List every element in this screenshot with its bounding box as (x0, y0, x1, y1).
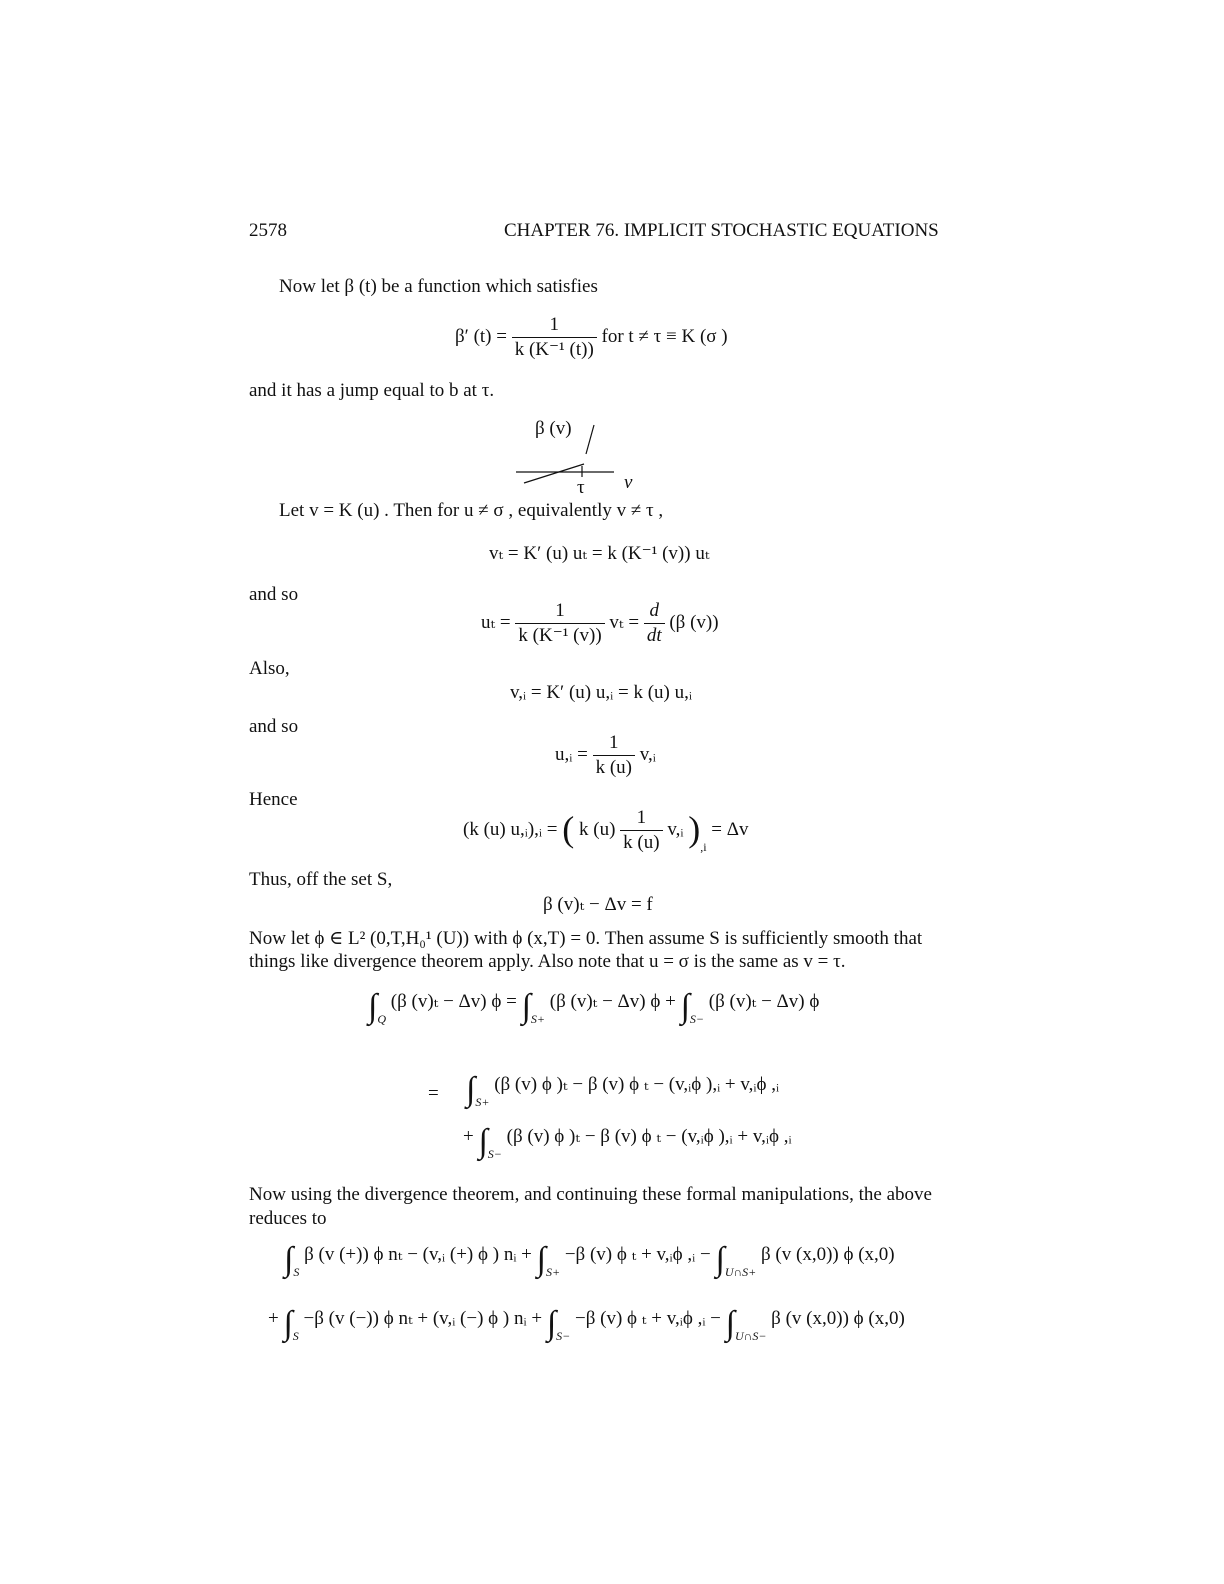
equation-reduced-1 (284, 1243, 895, 1280)
chapter-title: CHAPTER 76. IMPLICIT STOCHASTIC EQUATIONS (504, 220, 939, 241)
equation-laplacian (463, 806, 748, 855)
figure-lower-branch (524, 464, 584, 483)
eq6-subscript: ,i (700, 839, 707, 854)
eq10-term-a: β (v (+)) ϕ nₜ − (v,ᵢ (+) ϕ ) nᵢ + (304, 1244, 532, 1265)
equation-reduced-2 (268, 1307, 905, 1344)
equation-product-rule-1 (466, 1073, 779, 1110)
eq1-lhs: β′ (t) = (455, 325, 507, 347)
eq11-term-c: β (v (x,0)) ϕ (x,0) (771, 1308, 905, 1329)
equation-ut (481, 599, 719, 648)
eq10-subscript-a: S (293, 1265, 300, 1279)
paragraph-divergence-1: Now using the divergence theorem, and continuing these formal manipulations, the above (249, 1184, 932, 1205)
eq3-rhs: (β (v)) (669, 611, 719, 633)
eq11-plus: + (268, 1308, 279, 1329)
eq1-numerator: 1 (512, 313, 597, 338)
eq6-inner-b: v,ᵢ (667, 818, 684, 840)
integral-sign: ∫ (478, 1123, 488, 1160)
paragraph-divergence-2: reduces to (249, 1208, 327, 1229)
eq6-open-paren: ( (562, 808, 575, 849)
equation-integral-split (368, 990, 819, 1027)
equation-u-i (555, 731, 656, 780)
integral-sign: ∫ (536, 1241, 546, 1278)
eq11-term-a: −β (v (−)) ϕ nₜ + (v,ᵢ (−) ϕ ) nᵢ + (303, 1308, 543, 1329)
integral-sign: ∫ (368, 988, 378, 1025)
eq3-middle: vₜ = (609, 611, 640, 633)
page-number: 2578 (249, 220, 287, 241)
eq3-d: d (644, 599, 665, 624)
eq3-lhs: uₜ = (481, 611, 511, 633)
eq11-subscript-c: U∩S− (734, 1329, 767, 1343)
eq6-rhs: = Δv (711, 818, 749, 840)
integral-sign: ∫ (283, 1305, 293, 1342)
equation-pde: β (v)ₜ − Δv = f (543, 894, 653, 915)
label-and-so-2: and so (249, 716, 299, 737)
eq5-rhs: v,ᵢ (639, 743, 656, 765)
equation-product-rule-2 (463, 1125, 792, 1162)
eq6-numerator: 1 (620, 806, 662, 831)
beta-figure-label: β (v) (535, 418, 572, 439)
paragraph-intro: Now let β (t) be a function which satisfies (279, 276, 598, 297)
eq6-close-paren: ) (688, 808, 701, 849)
eq11-subscript-a: S (292, 1329, 299, 1343)
eq5-fraction (593, 731, 635, 780)
eq8-subscript-splus: S+ (530, 1012, 545, 1026)
eq3-fraction (515, 599, 604, 648)
eq1-fraction (512, 313, 597, 362)
eq1-denominator: k (K⁻¹ (t)) (514, 339, 594, 360)
figure-v-label: v (624, 472, 633, 493)
eq9-equals: = (428, 1083, 439, 1104)
eq11-subscript-b: S− (556, 1329, 571, 1343)
label-hence: Hence (249, 789, 298, 810)
beta-jump-figure (510, 420, 640, 500)
eq9-subscript-2: S− (487, 1147, 502, 1161)
eq8-subscript-q: Q (377, 1012, 386, 1026)
eq8-subscript-sminus: S− (689, 1012, 704, 1026)
eq9-subscript-1: S+ (475, 1095, 490, 1109)
eq6-lhs: (k (u) u,ᵢ),ᵢ = (463, 818, 558, 840)
eq10-subscript-b: S+ (545, 1265, 561, 1279)
paragraph-test-function-1: Now let ϕ ∈ L² (0,T,H₀¹ (U)) with ϕ (x,T) = 0. Then assume S is sufficiently smooth that (249, 928, 923, 949)
eq5-lhs: u,ᵢ = (555, 743, 588, 765)
integral-sign: ∫ (466, 1071, 476, 1108)
integral-sign: ∫ (546, 1305, 557, 1342)
equation-beta-prime (455, 313, 728, 362)
eq3-dt: dt (646, 625, 662, 646)
eq5-numerator: 1 (593, 731, 635, 756)
eq10-term-c: β (v (x,0)) ϕ (x,0) (761, 1244, 895, 1265)
eq9-line1: (β (v) ϕ )ₜ − β (v) ϕ ₜ − (v,ᵢϕ ),ᵢ + v,ᵢϕ ,ᵢ (494, 1074, 780, 1095)
label-and-so-1: and so (249, 584, 299, 605)
paragraph-test-function-2: things like divergence theorem apply. Also note that u = σ is the same as v = τ. (249, 951, 846, 972)
paragraph-thus: Thus, off the set S, (249, 869, 393, 890)
integral-sign: ∫ (284, 1241, 294, 1278)
label-also: Also, (249, 658, 290, 679)
eq6-inner-a: k (u) (579, 818, 616, 840)
integral-sign: ∫ (680, 988, 690, 1025)
integral-sign: ∫ (715, 1241, 725, 1278)
eq10-subscript-c: U∩S+ (724, 1265, 757, 1279)
eq5-denominator: k (u) (595, 757, 632, 778)
figure-tau-label: τ (577, 477, 585, 498)
eq6-fraction (620, 806, 662, 855)
eq8-lhs: (β (v)ₜ − Δv) ϕ = (390, 991, 517, 1012)
eq9-line2: (β (v) ϕ )ₜ − β (v) ϕ ₜ − (v,ᵢϕ ),ᵢ + v,ᵢϕ ,ᵢ (506, 1126, 792, 1147)
equation-v-i: v,ᵢ = K′ (u) u,ᵢ = k (u) u,ᵢ (510, 682, 692, 703)
eq6-denominator: k (u) (623, 832, 660, 853)
paragraph-jump: and it has a jump equal to b at τ. (249, 380, 495, 401)
eq11-term-b: −β (v) ϕ ₜ + v,ᵢϕ ,ᵢ − (575, 1308, 721, 1329)
eq3-denominator: k (K⁻¹ (v)) (518, 625, 602, 646)
eq3-numerator: 1 (515, 599, 604, 624)
integral-sign: ∫ (521, 988, 531, 1025)
integral-sign: ∫ (725, 1305, 735, 1342)
eq9-plus: + (463, 1126, 474, 1147)
eq8-term1: (β (v)ₜ − Δv) ϕ + (549, 991, 676, 1012)
eq3-derivative (644, 599, 665, 648)
equation-vt: vₜ = K′ (u) uₜ = k (K⁻¹ (v)) uₜ (489, 543, 710, 564)
paragraph-let-v: Let v = K (u) . Then for u ≠ σ , equivalently v ≠ τ , (279, 500, 664, 521)
eq8-term2: (β (v)ₜ − Δv) ϕ (708, 991, 820, 1012)
figure-upper-branch (586, 425, 594, 454)
eq10-term-b: −β (v) ϕ ₜ + v,ᵢϕ ,ᵢ − (564, 1244, 711, 1265)
eq1-condition: for t ≠ τ ≡ K (σ ) (601, 325, 728, 347)
